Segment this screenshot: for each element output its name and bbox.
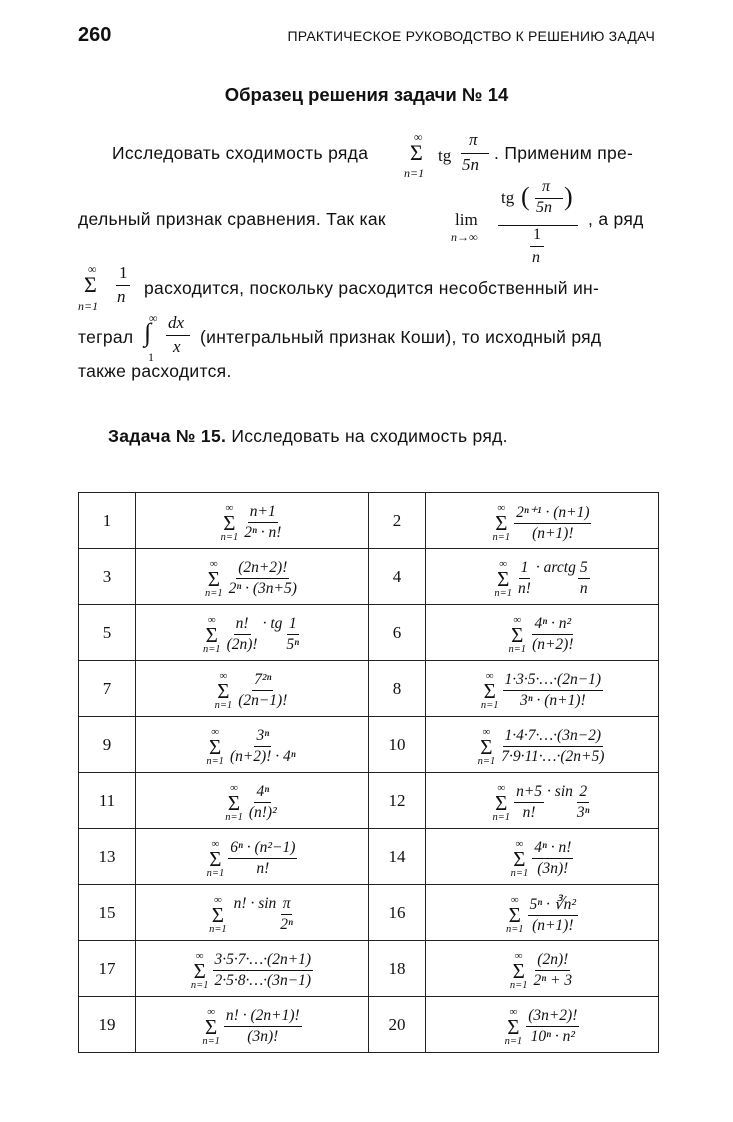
sum-lower: n=1 (510, 867, 529, 879)
series-formula (207, 839, 298, 879)
sum-upper: ∞ (230, 781, 238, 794)
paragraph-line-5: также расходится. (78, 361, 232, 381)
problem-expression (136, 773, 369, 829)
problem-expression (136, 997, 369, 1053)
problem-expression (136, 829, 369, 885)
sample-solution-title: Образец решения задачи № 14 (224, 84, 509, 105)
fraction (526, 1007, 579, 1046)
fraction-numerator: 4ⁿ · n² (532, 615, 573, 635)
fraction-denominator: 2·5·8·…·(3n−1) (214, 972, 312, 990)
series-formula (481, 671, 603, 711)
series-formula (206, 727, 297, 767)
fraction-denominator: (n+1)! (532, 916, 574, 934)
sum-upper: ∞ (485, 669, 494, 682)
sum-lower: n=1 (220, 531, 239, 543)
factor-denominator: n (579, 580, 588, 598)
fraction-denominator: 10ⁿ · n² (530, 1028, 575, 1046)
sum-upper: ∞ (515, 837, 524, 850)
fraction-numerator: 1·3·5·…·(2n−1) (503, 671, 604, 691)
paragraph-line-4a: теграл (78, 327, 134, 347)
fraction-numerator: 5ⁿ · ∛n² (528, 895, 579, 916)
sum-upper: ∞ (195, 949, 204, 962)
sum-symbol (207, 839, 225, 879)
sum-symbol (221, 503, 239, 543)
fraction-numerator: n! · (2n+1)! (224, 1007, 302, 1027)
factor-text: · tg (262, 615, 283, 633)
fraction-numerator: 1 (519, 559, 531, 579)
sigma-glyph: Σ (512, 958, 525, 983)
sum-lower: n=1 (206, 755, 224, 767)
fraction-numerator: (2n+2)! (236, 559, 289, 579)
sigma-glyph: Σ (209, 734, 222, 759)
factor-fraction (284, 615, 301, 654)
sum-lower: n=1 (190, 979, 209, 991)
factor-tail (234, 895, 295, 934)
sum-upper: ∞ (482, 725, 491, 738)
sum-symbol (225, 783, 243, 823)
sum-symbol (203, 615, 221, 655)
task-text: Исследовать на сходимость ряд. (231, 426, 508, 446)
sum-lower: n=1 (477, 755, 496, 767)
sigma-glyph: Σ (205, 622, 218, 647)
sum-symbol (205, 559, 223, 599)
problem-expression (426, 997, 659, 1053)
sigma-glyph: Σ (193, 958, 206, 983)
problem-number: 13 (79, 829, 136, 885)
sum-upper: ∞ (497, 501, 506, 514)
factor-text: n! · sin (233, 895, 277, 913)
sum-symbol (202, 1007, 220, 1047)
sum-lower: n=1 (480, 699, 499, 711)
sum-symbol (191, 951, 209, 991)
fraction (514, 783, 544, 822)
series-formula (209, 895, 295, 935)
fraction-numerator: n+1 (248, 503, 278, 523)
sum-symbol (493, 503, 511, 543)
problem-expression (426, 549, 659, 605)
running-title: ПРАКТИЧЕСКОЕ РУКОВОДСТВО К РЕШЕНИЮ ЗАДАЧ (287, 28, 655, 44)
sum-symbol (492, 783, 510, 823)
fraction-denominator: (3n)! (247, 1028, 279, 1046)
paragraph-line-3: расходится, поскольку расходится несобственный ин- (144, 278, 600, 298)
series-formula (205, 559, 299, 599)
sigma-glyph: Σ (480, 734, 493, 759)
fraction-denominator: (2n)! (226, 636, 258, 654)
sum-lower: n=1 (202, 643, 221, 655)
factor-fraction (575, 783, 592, 822)
series-formula (492, 783, 591, 823)
table-row (79, 941, 659, 997)
sum-upper: ∞ (209, 557, 218, 570)
problem-expression (426, 773, 659, 829)
problem-expression (136, 661, 369, 717)
series-formula (505, 1007, 580, 1047)
series-formula (215, 671, 290, 711)
fraction-numerator: 1·4·7·…·(3n−2) (503, 727, 604, 747)
problem-expression (426, 941, 659, 997)
series-formula (511, 839, 574, 879)
problem-number: 6 (369, 605, 426, 661)
fraction-denominator: n! (518, 580, 531, 598)
problem-number: 3 (79, 549, 136, 605)
fraction (213, 951, 314, 990)
sum-lower: n=1 (492, 811, 511, 823)
fraction-numerator: (3n+2)! (526, 1007, 579, 1027)
problem-number: 17 (79, 941, 136, 997)
problem-number: 18 (369, 941, 426, 997)
sum-upper: ∞ (213, 893, 222, 906)
series-formula (191, 951, 313, 991)
table-row (79, 661, 659, 717)
fraction (499, 727, 606, 766)
fraction (532, 951, 575, 990)
problem-number: 7 (79, 661, 136, 717)
sum-lower: n=1 (494, 587, 512, 599)
series-formula (221, 503, 284, 543)
problem-expression (136, 885, 369, 941)
series-formula (510, 951, 574, 991)
sum-lower: n=1 (505, 923, 524, 935)
fraction-numerator: n! (234, 615, 251, 635)
series-formula (493, 503, 592, 543)
paragraph-line-4b: (интегральный признак Коши), то исходный ряд (200, 327, 602, 347)
sum-symbol (478, 727, 496, 767)
fraction-denominator: 2ⁿ · n! (244, 524, 282, 542)
sum-upper: ∞ (514, 949, 523, 962)
sum-symbol (494, 559, 512, 599)
fraction (227, 559, 299, 598)
sigma-glyph: Σ (207, 566, 220, 591)
sum-lower: n=1 (509, 979, 528, 991)
sum-symbol (206, 727, 224, 767)
problem-number: 8 (369, 661, 426, 717)
problem-number: 16 (369, 885, 426, 941)
sum-symbol (481, 671, 499, 711)
problem-expression (426, 717, 659, 773)
sum-lower: n=1 (202, 1035, 220, 1047)
problem-expression (426, 885, 659, 941)
sum-symbol (506, 895, 524, 935)
fraction (225, 615, 260, 654)
fraction-denominator: 3ⁿ · (n+1)! (519, 692, 586, 710)
factor-tail (536, 559, 590, 598)
series-formula (506, 895, 578, 935)
fraction-denominator: n! (522, 804, 536, 822)
series-formula (225, 783, 278, 823)
series-formula (203, 615, 301, 655)
fraction-numerator: 4ⁿ · n! (532, 839, 573, 859)
table-row (79, 829, 659, 885)
sum-upper: ∞ (219, 669, 228, 682)
problem-number: 4 (369, 549, 426, 605)
sigma-glyph: Σ (209, 846, 222, 871)
fraction-numerator: (2n)! (535, 951, 570, 971)
fraction-denominator: 2ⁿ · (3n+5) (228, 580, 297, 598)
fraction (242, 503, 283, 542)
paragraph-line-1b: . Применим пре- (494, 143, 634, 163)
problem-expression (136, 717, 369, 773)
fraction-numerator: 6ⁿ · (n²−1) (228, 839, 297, 859)
sum-upper: ∞ (211, 837, 220, 850)
sum-upper: ∞ (211, 725, 220, 738)
fraction-numerator: 2ⁿ⁺¹ · (n+1) (514, 503, 591, 524)
series-formula (508, 615, 575, 655)
sigma-glyph: Σ (513, 846, 526, 871)
problem-number: 12 (369, 773, 426, 829)
sum-upper: ∞ (207, 613, 216, 626)
fraction-denominator: (2n−1)! (238, 692, 288, 710)
problem-number: 19 (79, 997, 136, 1053)
sigma-glyph: Σ (223, 510, 236, 535)
sum-lower: n=1 (504, 1035, 523, 1047)
series-formula (478, 727, 607, 767)
sum-upper: ∞ (510, 893, 519, 906)
problem-expression (136, 549, 369, 605)
factor-tail (547, 783, 591, 822)
problem-number: 11 (79, 773, 136, 829)
sum-lower: n=1 (209, 923, 227, 935)
sum-symbol (510, 951, 528, 991)
fraction-denominator: (3n)! (537, 860, 569, 878)
sum-symbol (215, 671, 233, 711)
task-label: Задача № 15. (108, 426, 227, 446)
sum-lower: n=1 (508, 643, 527, 655)
problem-number: 15 (79, 885, 136, 941)
factor-tail (263, 615, 301, 654)
problem-number: 1 (79, 493, 136, 549)
problem-expression (426, 605, 659, 661)
fraction (530, 615, 575, 654)
table-row (79, 549, 659, 605)
fraction (224, 1007, 302, 1046)
problem-expression (136, 605, 369, 661)
table-row (79, 773, 659, 829)
fraction-denominator: 2ⁿ + 3 (533, 972, 573, 990)
sum-lower: n=1 (492, 531, 511, 543)
sigma-glyph: Σ (211, 902, 224, 927)
factor-denominator: 2ⁿ (280, 916, 293, 934)
fraction-denominator: (n+2)! · 4ⁿ (229, 748, 296, 766)
sum-lower: n=1 (206, 867, 225, 879)
problem-number: 10 (369, 717, 426, 773)
problem-number: 2 (369, 493, 426, 549)
fraction-denominator: (n+2)! (532, 636, 574, 654)
problem-expression (426, 493, 659, 549)
fraction (532, 839, 573, 878)
sigma-glyph: Σ (205, 1014, 218, 1039)
problem-expression (426, 829, 659, 885)
factor-numerator: 1 (287, 615, 299, 635)
problem-number: 20 (369, 997, 426, 1053)
sigma-glyph: Σ (495, 510, 508, 535)
sigma-glyph: Σ (227, 790, 241, 815)
problem-expression (136, 941, 369, 997)
table-row (79, 493, 659, 549)
sigma-glyph: Σ (511, 622, 524, 647)
fraction-numerator: 3·5·7·…·(2n+1) (213, 951, 314, 971)
problem-expression (136, 493, 369, 549)
fraction-numerator: 3ⁿ (254, 727, 271, 747)
sigma-glyph: Σ (507, 1014, 520, 1039)
sigma-glyph: Σ (483, 678, 496, 703)
page-number: 260 (78, 24, 112, 46)
table-row (79, 885, 659, 941)
fraction-denominator: (n+1)! (532, 524, 574, 542)
table-row (79, 997, 659, 1053)
table-row (79, 605, 659, 661)
fraction (228, 839, 297, 878)
series-formula (202, 1007, 301, 1047)
factor-numerator: 2 (577, 783, 589, 803)
problem-number: 9 (79, 717, 136, 773)
fraction (514, 503, 591, 543)
sum-upper: ∞ (497, 781, 506, 794)
sum-symbol (511, 839, 529, 879)
series-formula (494, 559, 589, 599)
sigma-glyph: Σ (497, 566, 510, 591)
sum-lower: n=1 (214, 699, 233, 711)
paragraph-line-2a: дельный признак сравнения. Так как (78, 209, 386, 229)
factor-denominator: 5ⁿ (286, 636, 300, 654)
sum-symbol (505, 1007, 523, 1047)
table-row (79, 717, 659, 773)
fraction-numerator: 7²ⁿ (252, 671, 273, 691)
problems-table (78, 492, 659, 1053)
task-heading (108, 426, 508, 447)
factor-fraction (278, 895, 295, 934)
fraction (503, 671, 604, 710)
sigma-glyph: Σ (495, 790, 508, 815)
fraction-denominator: (n!)² (248, 804, 277, 822)
sum-upper: ∞ (509, 1005, 518, 1018)
fraction (247, 783, 279, 822)
paragraph-line-1a: Исследовать сходимость ряда (112, 143, 369, 163)
sum-lower: n=1 (205, 587, 223, 599)
sum-upper: ∞ (499, 557, 508, 570)
sum-lower: n=1 (225, 811, 243, 823)
fraction-numerator: 4ⁿ (254, 783, 271, 803)
paragraph-line-2b: , а ряд (588, 209, 644, 229)
factor-numerator: 5 (578, 559, 590, 579)
problem-number: 14 (369, 829, 426, 885)
problem-number: 5 (79, 605, 136, 661)
factor-text: · sin (547, 783, 573, 801)
fraction (236, 671, 289, 710)
sum-symbol (209, 895, 227, 935)
sum-upper: ∞ (225, 501, 234, 514)
sum-upper: ∞ (207, 1005, 216, 1018)
factor-denominator: 3ⁿ (576, 804, 590, 822)
fraction-denominator: 7·9·11·…·(2n+5) (501, 748, 605, 766)
factor-text: · arctg (535, 559, 576, 577)
fraction (228, 727, 298, 766)
page-header (78, 24, 655, 50)
fraction (528, 895, 579, 935)
fraction (516, 559, 533, 598)
factor-fraction (578, 559, 590, 598)
problem-expression (426, 661, 659, 717)
sigma-glyph: Σ (508, 902, 521, 927)
sum-symbol (508, 615, 526, 655)
fraction-denominator: n! (256, 860, 270, 878)
sum-upper: ∞ (513, 613, 522, 626)
sigma-glyph: Σ (217, 678, 230, 703)
fraction-numerator: n+5 (514, 783, 544, 803)
factor-numerator: π (281, 895, 293, 915)
